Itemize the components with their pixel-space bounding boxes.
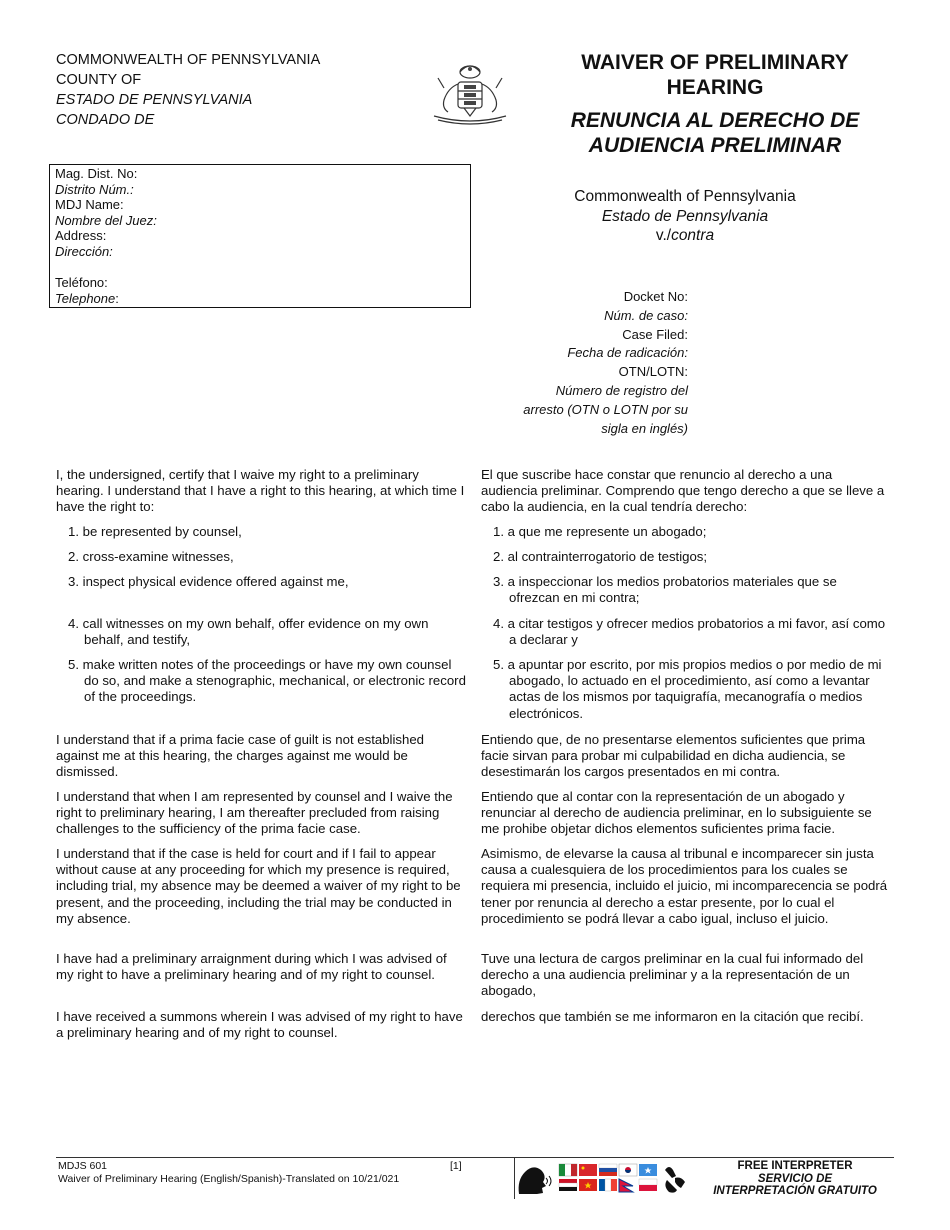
otn-label-spanish: arresto (OTN o LOTN por su bbox=[523, 401, 688, 417]
list-item: 3. inspect physical evidence offered against me, bbox=[68, 574, 349, 589]
paragraph: I have had a preliminary arraignment during which I was advised of my right to have a preliminary hearing and of my right to counsel. bbox=[56, 951, 447, 983]
header-line: ESTADO DE PENNSYLVANIA bbox=[56, 92, 253, 108]
mag-dist-label: Mag. Dist. No: bbox=[55, 166, 138, 181]
pennsylvania-seal-icon bbox=[428, 58, 512, 130]
docket-no-label: Docket No: bbox=[623, 289, 688, 304]
interpreter-english: FREE INTERPRETER bbox=[737, 1160, 853, 1172]
court-info-box bbox=[49, 164, 471, 308]
telefono-label: Teléfono: bbox=[55, 275, 108, 290]
header-jurisdiction bbox=[56, 50, 320, 130]
intro-paragraph: I, the undersigned, certify that I waive my right to a preliminary hearing. I understand that I have a right to this hearing, at which time I have the right to: bbox=[56, 467, 465, 515]
otn-label-spanish: Número de registro del bbox=[555, 382, 688, 398]
header-line: COUNTY OF bbox=[56, 72, 142, 88]
address-label: Address: bbox=[55, 228, 107, 243]
paragraph: Entiendo que al contar con la representación de un abogado y renunciar al derecho de audiencia preliminar, en lo subsiguiente se me prohibe objetar dichos elementos suficientes prima facie. bbox=[481, 789, 872, 837]
mdj-name-label: MDJ Name: bbox=[55, 197, 124, 212]
paragraph: I understand that when I am represented by counsel and I waive the right to preliminary hearing, I am thereafter precluded from raising challenges to the sufficiency of the prima facie case. bbox=[56, 789, 453, 837]
form-title-english: WAIVER OF PRELIMINARY HEARING bbox=[581, 51, 849, 99]
form-description: Waiver of Preliminary Hearing (English/Spanish)-Translated on 10/21/021 bbox=[58, 1172, 400, 1185]
case-filed-label-spanish: Fecha de radicación: bbox=[567, 345, 688, 361]
list-item: 4. a citar testigos y ofrecer medios probatorios a mi favor, así como a declarar y bbox=[493, 616, 886, 648]
list-item: 1. be represented by counsel, bbox=[68, 524, 242, 539]
header-line: CONDADO DE bbox=[56, 112, 155, 128]
paragraph: I understand that if the case is held for court and if I fail to appear without cause at any proceeding for which my presence is required, including trial, my absence may be deemed a waiver of my right to be present, and the proceeding, including the trial may be conducted in my absence. bbox=[56, 846, 461, 926]
form-title-spanish: RENUNCIA AL DERECHO DE AUDIENCIA PRELIMINAR bbox=[570, 109, 860, 157]
address-label-spanish: Dirección: bbox=[55, 243, 113, 259]
interpreter-spanish: SERVICIO DE bbox=[757, 1172, 833, 1185]
list-item: 5. make written notes of the proceedings or have my own counsel do so, and make a stenographic, mechanical, or electronic record of the proceedings. bbox=[68, 657, 466, 705]
paragraph: Tuve una lectura de cargos preliminar en la cual fui informado del derecho a una audiencia preliminar y a la representación de un abogado, bbox=[481, 951, 864, 999]
caption-versus: v./contra bbox=[655, 227, 715, 244]
list-item: 4. call witnesses on my own behalf, offer evidence on my own behalf, and testify, bbox=[68, 616, 429, 648]
list-item: 2. cross-examine witnesses, bbox=[68, 549, 234, 564]
docket-no-label-spanish: Núm. de caso: bbox=[604, 307, 688, 323]
telephone-label: Telephone: bbox=[55, 290, 119, 306]
free-interpreter-notice bbox=[680, 1160, 910, 1198]
paragraph: Entiendo que, de no presentarse elementos suficientes que prima facie sirvan para probar mi culpabilidad en dicha audiencia, se desestimarán los cargos presentados en mi contra. bbox=[481, 732, 866, 780]
list-item: 2. al contrainterrogatorio de testigos; bbox=[493, 549, 708, 564]
mag-dist-label-spanish: Distrito Núm.: bbox=[55, 181, 134, 197]
paragraph: Asimismo, de elevarse la causa al tribunal e incomparecer sin justa causa a cualesquiera de los procedimientos para los cuales se requiera mi presencia, incluido el juicio, mi incomparecencia se podrá tener por renuncia al derecho a estar presente, por lo cual el procedimiento se podrá llevar a cabo igual, incluso el juicio. bbox=[481, 846, 888, 926]
form-number: MDJS 601 bbox=[58, 1160, 108, 1172]
footer-divider bbox=[56, 1157, 894, 1158]
case-caption bbox=[540, 187, 830, 246]
interpreter-spanish: INTERPRETACIÓN GRATUITO bbox=[713, 1185, 877, 1197]
header-line: COMMONWEALTH OF PENNSYLVANIA bbox=[56, 52, 321, 68]
list-item: 3. a inspeccionar los medios probatorios materiales que se ofrezcan en mi contra; bbox=[493, 574, 837, 606]
list-item: 5. a apuntar por escrito, por mis propios medios o por medio de mi abogado, lo actuado en el procedimiento, así como a levantar actas de los mismos por taquigrafía, mecanografía o medios electrónicos. bbox=[493, 657, 882, 721]
form-title bbox=[560, 50, 870, 158]
otn-label: OTN/LOTN: bbox=[618, 364, 688, 380]
paragraph: I understand that if a prima facie case of guilt is not established against me at this hearing, the charges against me would be dismissed. bbox=[56, 732, 424, 780]
paragraph: derechos que también se me informaron en la citación que recibí. bbox=[481, 1009, 864, 1024]
case-filed-label: Case Filed: bbox=[622, 326, 688, 342]
mdj-name-label-spanish: Nombre del Juez: bbox=[55, 212, 157, 228]
page-number: [1] bbox=[450, 1160, 462, 1172]
paragraph: I have received a summons wherein I was advised of my right to have a preliminary hearing and of my right to counsel. bbox=[56, 1009, 463, 1041]
caption-plaintiff-spanish: Estado de Pennsylvania bbox=[601, 207, 769, 225]
docket-info bbox=[480, 288, 688, 438]
otn-label-spanish: sigla en inglés) bbox=[601, 420, 688, 436]
list-item: 1. a que me represente un abogado; bbox=[493, 524, 707, 539]
interpreter-flags-icon bbox=[515, 1160, 705, 1196]
intro-paragraph: El que suscribe hace constar que renuncio al derecho a una audiencia preliminar. Comprendo que tengo derecho a que se lleve a cabo la audiencia, en la cual tendría derecho: bbox=[481, 467, 885, 515]
caption-plaintiff: Commonwealth of Pennsylvania bbox=[574, 188, 796, 205]
footer-form-info bbox=[58, 1160, 399, 1185]
